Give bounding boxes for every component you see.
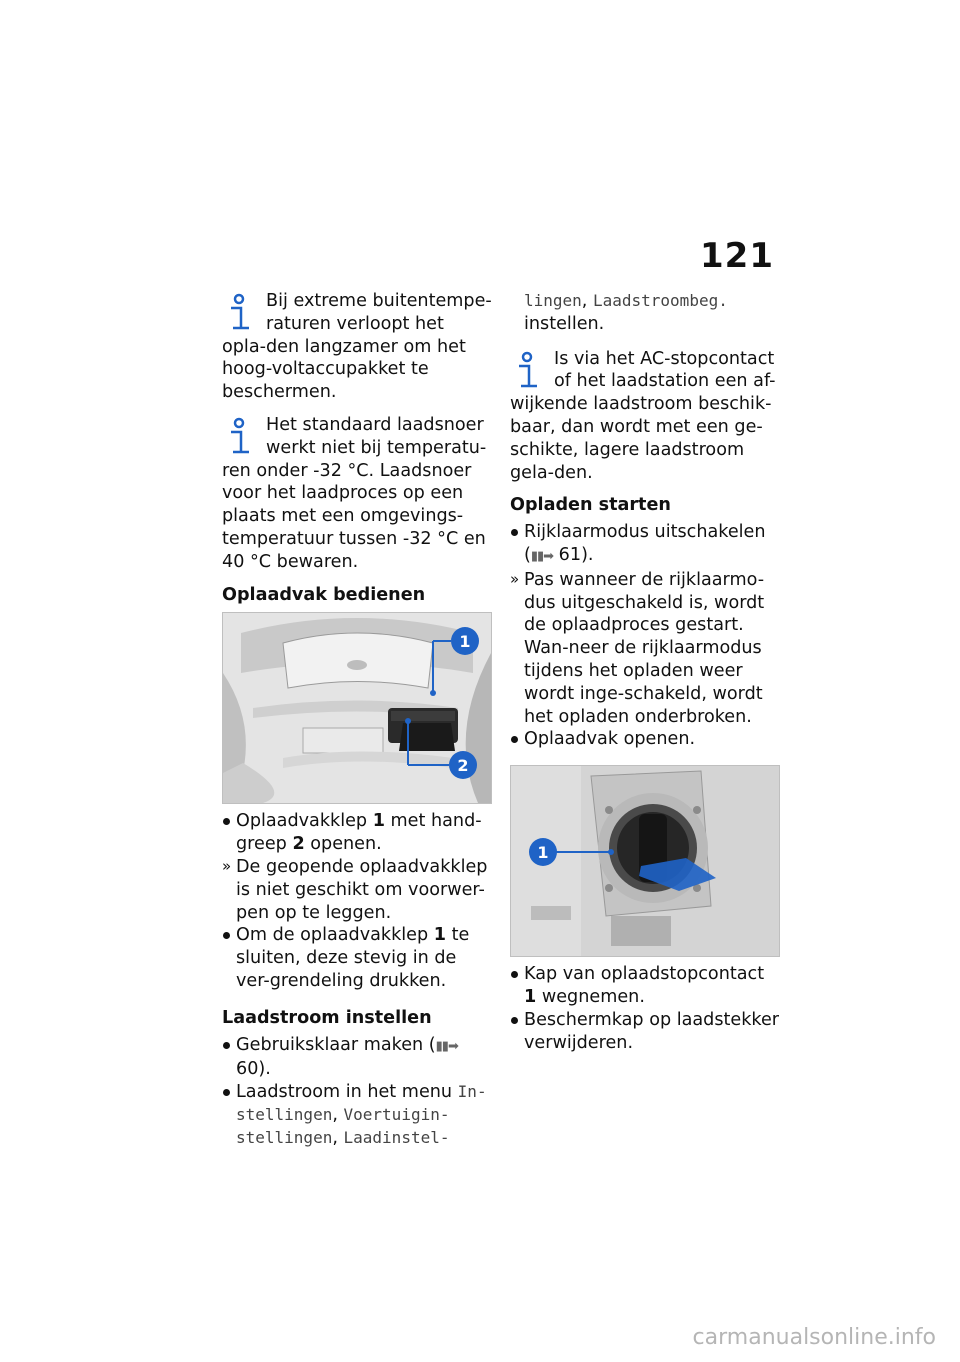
bullet-item: Laadstroom in het menu In-stellingen, Voertuigin-stellingen, Laadinstel- [222,1081,492,1149]
bullet-item: Oplaadvak openen. [510,728,780,751]
bullet-item: Rijklaarmodus uitschakelen (▮▮➡ 61). [510,521,780,569]
note-text: Bij extreme buitentempe-raturen verloopt het opla-den langzamer om het hoog-voltaccupakket te beschermen. [222,291,492,403]
info-icon [220,290,262,334]
note-text: Is via het AC-stopcontact of het laadstation een af-wijkende laadstroom beschik-baar, dan wordt met een ge-schikte, lagere laadstroom gela-den. [510,348,776,483]
section-heading: Oplaadvak bedienen [222,584,426,605]
result-item: » Pas wanneer de rijklaarmo-dus uitgeschakeld is, wordt de oplaadproces gestart. Wan-neer de rijklaarmodus tijdens het opladen weer wordt inge-schakeld, wordt het opladen onderbroken. [510,569,780,729]
bullet-item: Beschermkap op laadstekker verwijderen. [510,1009,780,1055]
bullet-item: Kap van oplaadstopcontact 1 wegnemen. [510,963,780,1009]
figure-callout-1: 1 [459,632,471,652]
bullet-item: Om de oplaadvakklep 1 te sluiten, deze stevig in de ver-grendeling drukken. [222,924,492,992]
bullet-item: Gebruiksklaar maken (▮▮➡ 60). [222,1034,492,1082]
figure-callout-2: 2 [457,756,469,776]
result-item: » De geopende oplaadvakklep is niet geschikt om voorwer-pen op te leggen. [222,856,492,924]
page-number: 121 [700,236,774,276]
menu-path: Voertuigin-stellingen [236,1104,450,1147]
right-column [510,290,780,1054]
note-text: Het standaard laadsnoer werkt niet bij temperatu-ren onder -32 °C. Laadsnoer voor het laadproces op een plaats met een omgevings-temperatuur tussen -32 °C en 40 °C bewaren. [222,414,487,572]
page-ref-link[interactable]: 61 [558,544,582,565]
section-heading: Opladen starten [510,495,671,516]
section-heading: Laadstroom instellen [222,1007,432,1028]
watermark: carmanualsonline.info [692,1325,936,1350]
bullet-item: Oplaadvakklep 1 met hand-greep 2 openen. [222,810,492,856]
menu-path: In-stellingen [236,1082,487,1124]
info-note [510,348,780,485]
page-ref-link[interactable]: 60 [236,1059,259,1080]
info-icon [220,414,262,458]
page-ref-arrow-icon: ▮▮➡ [435,1038,458,1054]
info-note [222,290,492,404]
info-icon [508,348,550,392]
info-note [222,414,492,574]
charging-compartment-figure [222,612,492,804]
charging-socket-figure [510,765,780,957]
menu-continuation: lingen, Laadstroombeg. instellen. [524,291,728,334]
page-ref-arrow-icon: ▮▮➡ [530,548,554,564]
figure-callout-1: 1 [537,843,549,863]
left-column [222,290,492,1150]
menu-path: Laadinstel- [343,1127,450,1147]
